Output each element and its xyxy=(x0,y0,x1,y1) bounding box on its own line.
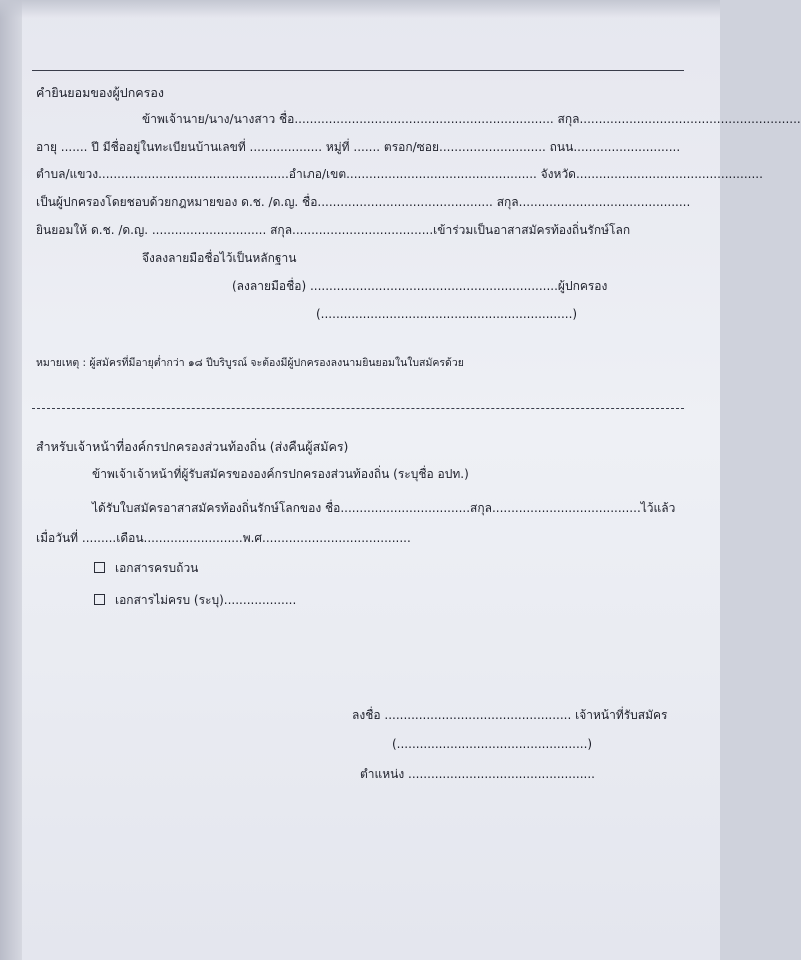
cut-line-divider xyxy=(32,408,684,409)
guardian-line-evidence: จึงลงลายมือชื่อไว้เป็นหลักฐาน xyxy=(142,251,297,265)
officer-position-line: ตำแหน่ง ................................................. xyxy=(360,767,595,781)
top-divider xyxy=(32,70,684,71)
officer-line-received: ได้รับใบสมัครอาสาสมัครท้องถิ่นรักษ์โลกของ ชื่อ..................................สกุล.......................................ไว้แล้ว xyxy=(92,501,676,515)
guardian-line-legal-guardian: เป็นผู้ปกครองโดยชอบด้วยกฎหมายของ ด.ช. /ด.ญ. ชื่อ.............................................. สกุล............................................. xyxy=(36,195,691,209)
paper-edge-shadow xyxy=(0,0,22,960)
paper-fold-shadow xyxy=(0,0,720,18)
incomplete-documents-label: เอกสารไม่ครบ (ระบุ)................... xyxy=(115,593,297,607)
checkbox-complete-row xyxy=(94,561,198,575)
officer-sign-name: (..................................................) xyxy=(392,737,593,751)
guardian-line-consent: ยินยอมให้ ด.ช. /ด.ญ. .............................. สกุล.....................................เข้าร่วมเป็นอาสาสมัครท้องถิ่นรักษ์โลก xyxy=(36,223,631,237)
guardian-line-district: ตำบล/แขวง..................................................อำเภอ/เขต.................................................. จังหวัด................................................. xyxy=(36,167,763,181)
officer-sign-line: ลงชื่อ ................................................. เจ้าหน้าที่รับสมัคร xyxy=(352,708,668,722)
guardian-heading: คำยินยอมของผู้ปกครอง xyxy=(36,85,164,100)
guardian-line-name: ข้าพเจ้านาย/นาง/นางสาว ชื่อ.................................................................... สกุล.......................................................... xyxy=(142,112,801,126)
officer-line-intro: ข้าพเจ้าเจ้าหน้าที่ผู้รับสมัครขององค์กรปกครองส่วนท้องถิ่น (ระบุชื่อ อปท.) xyxy=(92,467,469,481)
guardian-signature-line: (ลงลายมือชื่อ) .................................................................ผู้ปกครอง xyxy=(232,279,608,293)
age-note: หมายเหตุ : ผู้สมัครที่มีอายุต่ำกว่า ๑๘ ปีบริบูรณ์ จะต้องมีผู้ปกครองลงนามยินยอมในใบสมัครด้วย xyxy=(36,357,464,369)
complete-documents-label: เอกสารครบถ้วน xyxy=(115,561,199,575)
officer-line-date: เมื่อวันที่ .........เดือน..........................พ.ศ....................................... xyxy=(36,531,411,545)
checkbox-incomplete-row xyxy=(94,593,296,607)
complete-documents-checkbox[interactable] xyxy=(94,562,105,573)
guardian-line-address: อายุ ....... ปี มีชื่ออยู่ในทะเบียนบ้านเลขที่ ................... หมู่ที่ ....... ตรอก/ซอย............................ ถนน............................ xyxy=(36,140,681,154)
guardian-name-line: (..................................................................) xyxy=(316,307,578,321)
officer-heading: สำหรับเจ้าหน้าที่องค์กรปกครองส่วนท้องถิ่น (ส่งคืนผู้สมัคร) xyxy=(36,439,349,454)
incomplete-documents-checkbox[interactable] xyxy=(94,594,105,605)
